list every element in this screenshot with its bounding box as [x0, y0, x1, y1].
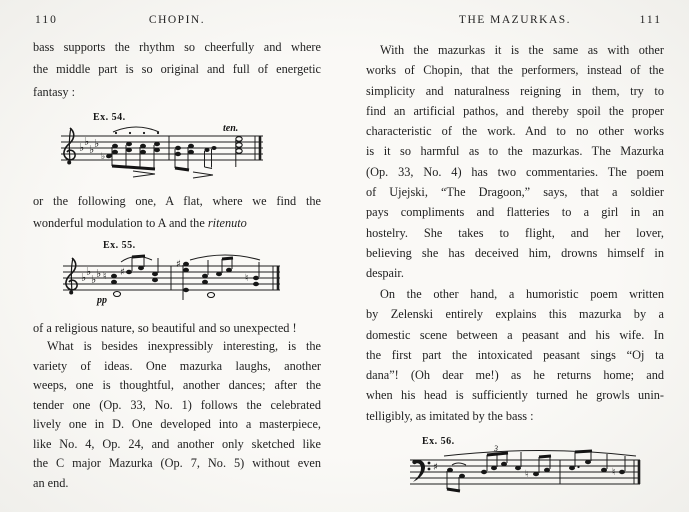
- text-line: domestic scene between a peasant and his wife. In: [366, 327, 664, 342]
- natural-icon: ♮: [103, 271, 107, 282]
- text-line: works of Chopin, that the performers, instead of the: [366, 63, 664, 78]
- dynamic-pp: pp: [97, 295, 107, 306]
- right-page-number: 111: [639, 14, 662, 26]
- text-line: fantasy :: [33, 84, 76, 99]
- phrase-notes-3: [569, 451, 625, 478]
- text-line: characteristic of the work. And to no other works: [366, 124, 664, 139]
- paragraph-what-is-besides: [33, 337, 321, 493]
- text-line: bass supports the rhythm so cheerfully and where: [33, 40, 321, 54]
- music-example-54: [57, 112, 271, 190]
- bass-clef-icon: [412, 460, 430, 482]
- text-line: lively one in D. One developed into a masterpiece,: [33, 417, 321, 431]
- text-line: the C major Mazurka (Op. 7, No. 5) without even: [33, 456, 321, 470]
- text-line: of Ujejski, “The Dragoon,” says, that a soldier: [366, 185, 664, 200]
- example-54-label: Ex. 54.: [93, 112, 126, 123]
- paragraph-bass-supports: [33, 36, 321, 103]
- treble-clef-icon: [66, 258, 77, 295]
- tenuto-marking: ten.: [223, 123, 239, 134]
- text-line: With the mazurkas it is the same as with other: [380, 43, 664, 57]
- chord-group-2: [175, 144, 217, 178]
- paragraph-or-the-following: [33, 190, 321, 235]
- ex55-notation: [59, 248, 283, 318]
- text-line: an end.: [33, 475, 69, 490]
- svg-text:♮: ♮: [525, 469, 529, 480]
- text-line: variety of ideas. One mazurka laughs, another: [33, 358, 321, 373]
- svg-text:♭: ♭: [84, 135, 90, 148]
- italic-text: ritenuto: [207, 216, 247, 231]
- svg-text:♮: ♮: [612, 467, 616, 478]
- svg-text:♮: ♮: [245, 273, 249, 284]
- phrase-notes-1: [447, 463, 466, 491]
- svg-text:♭: ♭: [86, 265, 92, 278]
- left-page-header: [33, 14, 321, 26]
- text-line: (Op. 33, No. 4) has two commentaries. The poem: [366, 164, 664, 179]
- text-line: like No. 4, Op. 24, and another only sketched like: [33, 436, 321, 451]
- paragraph-on-the-other-hand: [366, 284, 664, 426]
- triplet-number: 3: [494, 444, 498, 453]
- svg-text:♭: ♭: [96, 267, 102, 280]
- text-line: weeps, one is thoughtful, another dances; after the: [33, 378, 321, 392]
- example-55-label: Ex. 55.: [103, 240, 136, 251]
- treble-clef-icon: [64, 128, 75, 165]
- key-signature-flats: [79, 135, 99, 156]
- left-page-number: 110: [35, 14, 58, 26]
- sharp-icon: ♯: [433, 462, 438, 473]
- page-right: [366, 0, 664, 512]
- text-line: the middle part is so original and full of energetic: [33, 62, 321, 77]
- text-line: believing she has deceived him, drowns himself in: [366, 245, 664, 260]
- text-line: tender one (Op. 33, No. 1) follows the celebrated: [33, 397, 321, 412]
- ex56-notation: [406, 444, 644, 506]
- key-signature-flats: [81, 265, 101, 286]
- text-line: find an artificial pathos, and thereby spoil the proper: [366, 103, 664, 118]
- sharp-icon: ♯: [120, 267, 125, 278]
- text-line: or the following one, A flat, where we find the: [33, 194, 321, 208]
- final-chord: [236, 137, 242, 167]
- text-line: pays compliments and flatteries to a girl in an: [366, 205, 664, 220]
- flat-icon: ♭: [101, 152, 106, 162]
- text-line: of a religious nature, so beautiful and so unexpected !: [33, 321, 297, 335]
- text-line: On the other hand, a humoristic poem written: [380, 287, 664, 301]
- text-line: the first part the intoxicated peasant sings “Oj ta: [366, 347, 664, 362]
- example-56-label: Ex. 56.: [422, 436, 455, 447]
- right-running-head: THE MAZURKAS.: [458, 14, 572, 26]
- text-line: hostelry. She takes to flight, and her lover,: [366, 225, 664, 240]
- text-line: dana”! (Oh dear me!) as he returns home; and: [366, 368, 664, 383]
- svg-text:♭: ♭: [81, 271, 87, 284]
- svg-text:♭: ♭: [94, 137, 100, 150]
- music-example-55: [59, 240, 283, 322]
- left-running-head: CHOPIN.: [148, 14, 206, 26]
- paragraph-of-a-religious: [33, 318, 321, 338]
- text-line: when his head is sufficiently turned he growls unin-: [366, 388, 664, 403]
- text-line: by Zelenski entirely explains this mazurka by a: [366, 307, 664, 322]
- svg-text:♭: ♭: [89, 143, 95, 156]
- triplet-notes: [481, 444, 508, 474]
- text-line: telligibly, as imitated by the bass :: [366, 408, 534, 423]
- right-page-header: [366, 14, 664, 26]
- svg-text:♭: ♭: [79, 141, 85, 154]
- text-line: simplicity and naturalness reigning in them, try to: [366, 83, 664, 98]
- text-line: What is besides inexpressibly interesting, is the: [47, 339, 321, 353]
- svg-text:♯: ♯: [176, 259, 181, 270]
- text-segment: wonderful modulation to A and the: [33, 216, 208, 231]
- page-left: [33, 0, 321, 512]
- music-example-56: [406, 436, 644, 506]
- svg-text:♭: ♭: [91, 273, 97, 286]
- text-line: is it so harmful as to the mazurkas. The Mazurka: [366, 144, 664, 159]
- ex54-notation: [57, 120, 269, 186]
- text-line: despair.: [366, 266, 404, 281]
- paragraph-with-the-mazurkas: [366, 40, 664, 284]
- text-line: [33, 212, 321, 234]
